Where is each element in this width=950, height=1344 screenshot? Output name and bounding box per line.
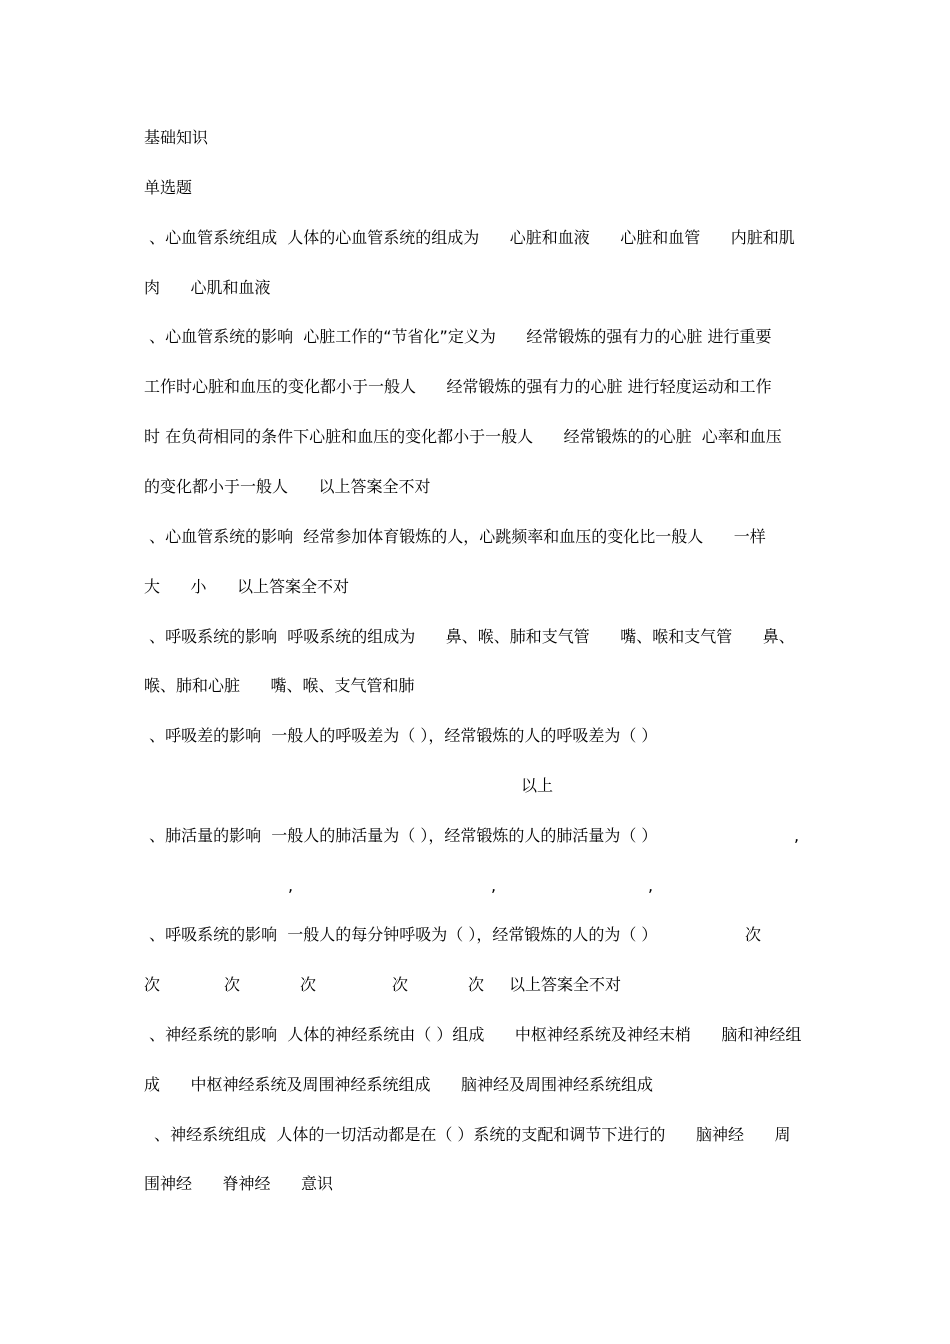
question-1-line-2: 肉 心肌和血液 (144, 278, 271, 297)
question-6-comma-a: , (288, 876, 294, 895)
question-6-comma-c: , (648, 876, 654, 895)
question-7-line-1: 、呼吸系统的影响 一般人的每分钟呼吸为（ ），经常锻炼的人的为（ ） (144, 925, 658, 944)
question-7-option-last: 以上答案全不对 (509, 975, 622, 994)
question-9-line-2: 围神经 脊神经 意识 (144, 1174, 334, 1193)
question-9-line-1: 、神经系统组成 人体的一切活动都是在（ ）系统的支配和调节下进行的 脑神经 周 (144, 1125, 791, 1144)
question-6-comma-b: , (491, 876, 497, 895)
question-8-line-2: 成 中枢神经系统及周围神经系统组成 脑神经及周围神经系统组成 (144, 1075, 654, 1094)
question-3-line-2: 大 小 以上答案全不对 (144, 577, 350, 596)
section-title: 单选题 (144, 178, 193, 197)
question-2-line-2: 工作时心脏和血压的变化都小于一般人 经常锻炼的强有力的心脏 进行轻度运动和工作 (144, 377, 772, 396)
question-4-line-2: 喉、肺和心脏 嘴、喉、支气管和肺 (144, 676, 415, 695)
question-2-line-4: 的变化都小于一般人 以上答案全不对 (144, 477, 431, 496)
question-7-unit-d: 次 (300, 975, 317, 994)
question-8-line-1: 、神经系统的影响 人体的神经系统由（ ）组成 中枢神经系统及神经末梢 脑和神经组 (144, 1025, 802, 1044)
question-7-unit-e: 次 (392, 975, 409, 994)
question-5-line-1: 、呼吸差的影响 一般人的呼吸差为（ ），经常锻炼的人的呼吸差为（ ） (144, 726, 658, 745)
question-7-unit-b: 次 (144, 975, 161, 994)
question-6-comma: , (794, 826, 800, 845)
question-4-line-1: 、呼吸系统的影响 呼吸系统的组成为 鼻、喉、肺和支气管 嘴、喉和支气管 鼻、 (144, 627, 795, 646)
question-7-unit-a: 次 (745, 925, 762, 944)
question-2-line-1: 、心血管系统的影响 心脏工作的“节省化”定义为 经常锻炼的强有力的心脏 进行重要 (144, 327, 772, 346)
question-3-line-1: 、心血管系统的影响 经常参加体育锻炼的人，心跳频率和血压的变化比一般人 一样 (144, 527, 766, 546)
question-7-unit-f: 次 (468, 975, 485, 994)
question-6-line-1: 、肺活量的影响 一般人的肺活量为（ ），经常锻炼的人的肺活量为（ ） (144, 826, 658, 845)
question-7-unit-c: 次 (224, 975, 241, 994)
question-2-line-3: 时 在负荷相同的条件下心脏和血压的变化都小于一般人 经常锻炼的的心脏 心率和血压 (144, 427, 782, 446)
doc-heading: 基础知识 (144, 128, 209, 147)
question-1-line-1: 、心血管系统组成 人体的心血管系统的组成为 心脏和血液 心脏和血管 内脏和肌 (144, 228, 795, 247)
question-5-option: 以上 (521, 776, 554, 795)
